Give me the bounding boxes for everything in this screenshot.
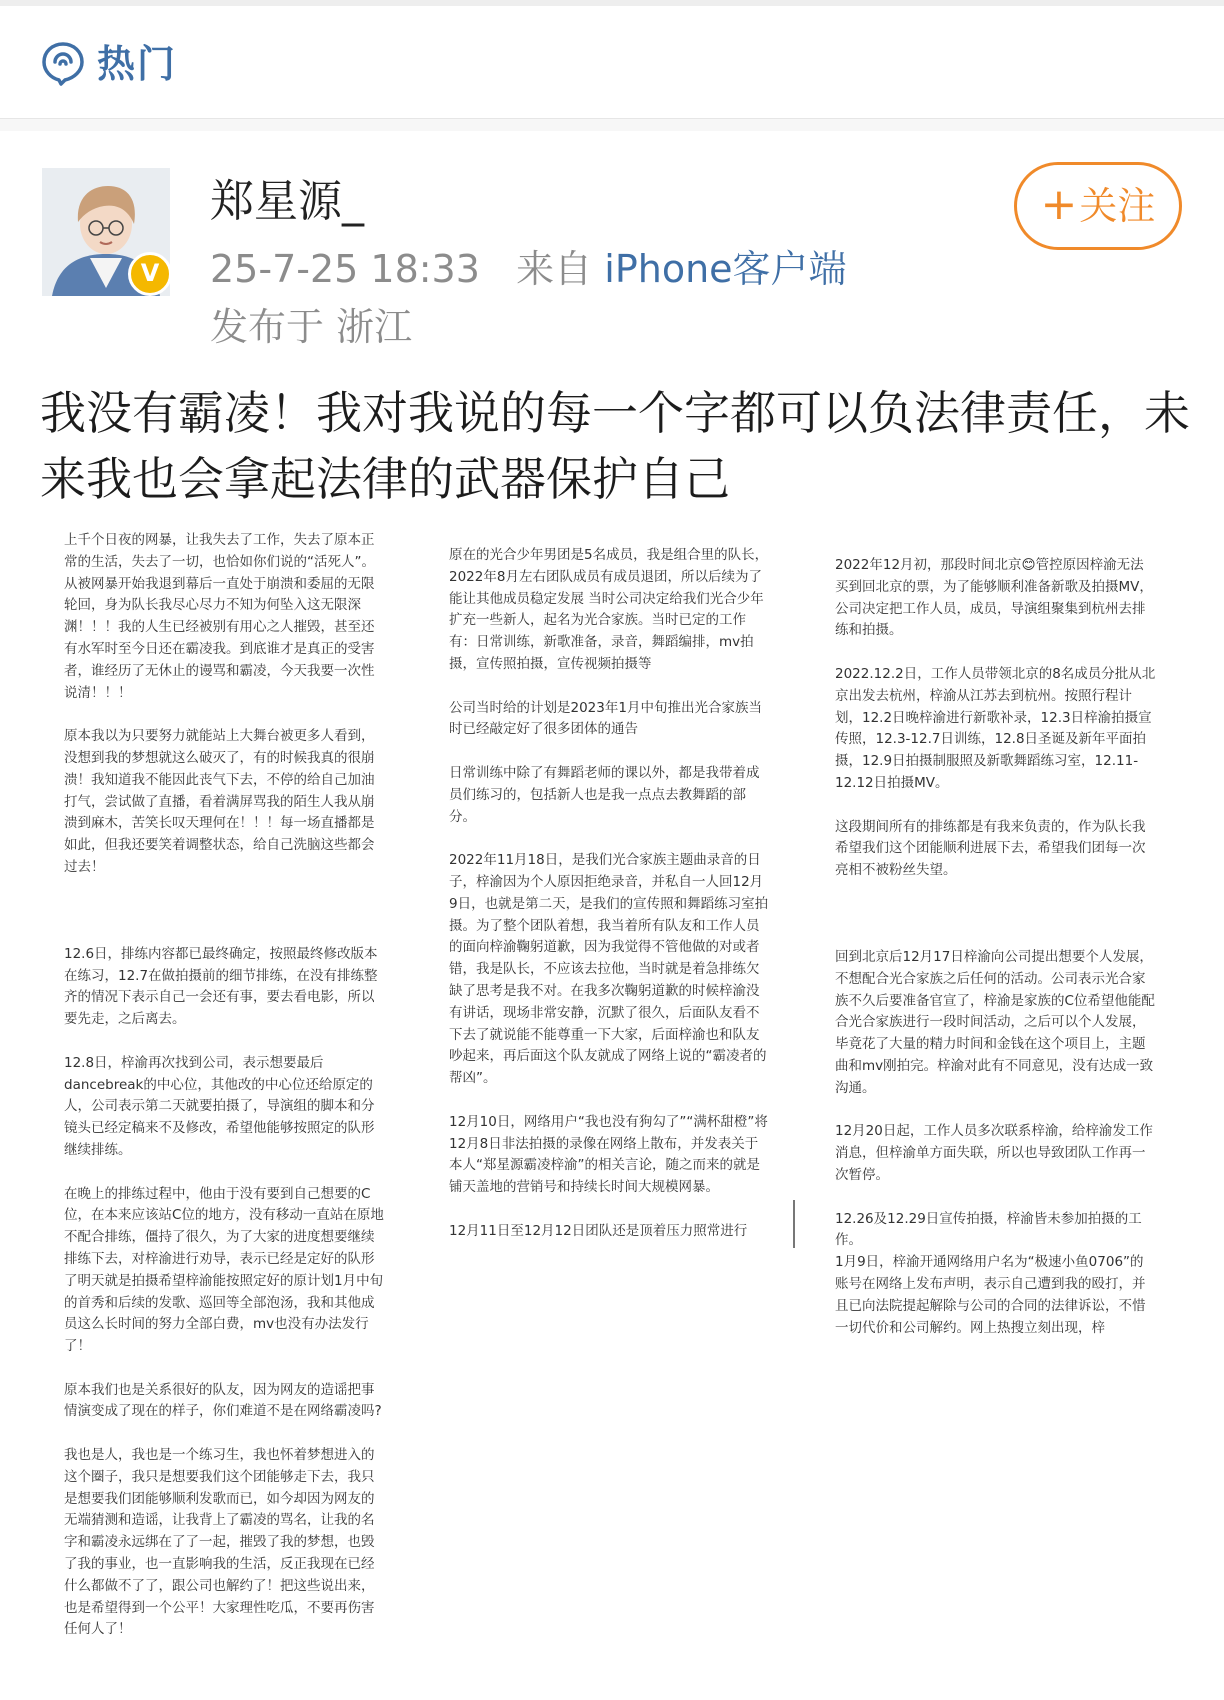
follow-button[interactable] xyxy=(1014,162,1182,250)
source-prefix: 来自 xyxy=(516,247,593,291)
paragraph: 1月9日，梓渝开通网络用户名为“极速小鱼0706”的账号在网络上发布声明，表示自己遭到我的殴打，并且已向法院提起解除与公司的合同的法律诉讼，不惜一切代价和公司解约。网上热搜立刻出现，梓 xyxy=(835,1254,1146,1336)
hot-chat-icon[interactable] xyxy=(40,40,86,86)
paragraph: 原在的光合少年男团是5名成员，我是组合里的队长，2022年8月左右团队成员有成员退团，所以后续为了能让其他成员稳定发展 当时公司决定给我们光合少年扩充一些新人，起名为光合家族。当时已定的工作有：日常训练，新歌准备，录音，舞蹈编排，mv拍摄，宣传照拍摄，宣传视频拍摄等 xyxy=(449,547,769,672)
paragraph: 原本我以为只要努力就能站上大舞台被更多人看到，没想到我的梦想就这么破灭了，有的时候我真的很崩溃！我知道我不能因此丧气下去，不停的给自己加油打气，尝试做了直播，看着满屏骂我的陌生人我从崩溃到麻木，苦笑长叹天理何在！！！每一场直播都是如此，但我还要笑着调整状态，给自己洗脑这些都会过去！ xyxy=(64,728,375,875)
plus-icon: + xyxy=(1040,179,1078,230)
paragraph: 上千个日夜的网暴，让我失去了工作，失去了原本正常的生活，失去了一切，也恰如你们说的“活死人”。从被网暴开始我退到幕后一直处于崩溃和委屈的无限轮回，身为队长我尽心尽力不知为何坠入这无限深渊！！！我的人生已经被别有用心之人摧毁，甚至还有水军时至今日还在霸凌我。到底谁才是真正的受害者，谁经历了无休止的谩骂和霸凌，今天我要一次性说清！！！ xyxy=(64,532,375,701)
paragraph: 2022年11月18日，是我们光合家族主题曲录音的日子，梓渝因为个人原因拒绝录音，并私自一人回12月9日，也就是第二天，是我们的宣传照和舞蹈练习室拍摄。为了整个团队着想，我当着所有队友和工作人员的面向梓渝鞠躬道歉，因为我觉得不管他做的对或者错，我是队长，不应该去拉他，当时就是着急排练欠缺了思考是我不对。在我多次鞠躬道歉的时候梓渝没有讲话，现场非常安静，沉默了很久，后面队友看不下去了就说能不能尊重一下大家，后面梓渝也和队友吵起来，再后面这个队友就成了网络上说的“霸凌者的帮凶”。 xyxy=(449,852,769,1087)
paragraph: 2022.12.2日，工作人员带领北京的8名成员分批从北京出发去杭州，梓渝从江苏去到杭州。按照行程计划，12.2日晚梓渝进行新歌补录，12.3日梓渝拍摄宣传照，12.3-12.7日训练，12.8日圣诞及新年平面拍摄，12.9日拍摄制服照及新歌舞蹈练习室，12.11-12.12日拍摄MV。 xyxy=(835,665,1156,791)
statement-column-3 xyxy=(835,555,1157,1336)
post-title: 我没有霸凌！我对我说的每一个字都可以负法律责任，未来我也会拿起法律的武器保护自己 xyxy=(40,386,1190,506)
verified-badge-icon: V xyxy=(128,252,172,296)
paragraph: 日常训练中除了有舞蹈老师的课以外，都是我带着成员们练习的，包括新人也是我一点点去教舞蹈的部分。 xyxy=(449,764,760,825)
author-name[interactable]: 郑星源_ xyxy=(210,176,364,227)
paragraph: 公司当时给的计划是2023年1月中旬推出光合家族当时已经敲定好了很多团体的通告 xyxy=(449,699,762,738)
statement-column-2 xyxy=(449,545,771,1275)
post-source-link[interactable]: iPhone客户端 xyxy=(604,247,847,291)
paragraph: 原本我们也是关系很好的队友，因为网友的造谣把事情演变成了现在的样子，你们难道不是在网络霸凌吗? xyxy=(64,1381,382,1420)
paragraph: 回到北京后12月17日梓渝向公司提出想要个人发展，不想配合光合家族之后任何的活动。公司表示光合家族不久后要准备官宣了，梓渝是家族的C位希望他能配合光合家族进行一段时间活动，之后可以个人发展，毕竟花了大量的精力时间和金钱在这个项目上，主题曲和mv刚拍完。梓渝对此有不同意见，没有达成一致沟通。 xyxy=(835,948,1155,1096)
follow-label: 关注 xyxy=(1079,184,1156,228)
statement-column-1 xyxy=(64,530,386,1665)
post-meta xyxy=(210,246,847,292)
column-divider xyxy=(793,1200,795,1248)
paragraph: 这段期间所有的排练都是有我来负责的，作为队长我希望我们这个团能顺利进展下去，希望我们团每一次亮相不被粉丝失望。 xyxy=(835,818,1146,879)
paragraph: 12.6日，排练内容都已最终确定，按照最终修改版本在练习，12.7在做拍摄前的细节排练，在没有排练整齐的情况下表示自己一会还有事，要去看电影，所以要先走，之后离去。 xyxy=(64,945,378,1028)
paragraph: 12.8日，梓渝再次找到公司，表示想要最后dancebreak的中心位，其他改的中心位还给原定的人，公司表示第二天就要拍摄了，导演组的脚本和分镜头已经定稿来不及修改，希望他能够按照定的队形继续排练。 xyxy=(64,1054,375,1158)
paragraph: 12月10日，网络用户“我也没有狗勾了”“满杯甜橙”将12月8日非法拍摄的录像在网络上散布，并发表关于本人“郑星源霸凌梓渝”的相关言论，随之而来的就是铺天盖地的营销号和持续长时间大规模网暴。 xyxy=(449,1113,768,1196)
paragraph: 我也是人，我也是一个练习生，我也怀着梦想进入的这个圈子，我只是想要我们这个团能够走下去，我只是想要我们团能够顺利发歌而已，如今却因为网友的无端猜测和造谣，让我背上了霸凌的骂名，让我的名字和霸凌永远绑在了了一起，摧毁了我的梦想，也毁了我的事业，也一直影响我的生活，反正我现在已经什么都做不了了，跟公司也解约了！把这些说出来，也是希望得到一个公平！大家理性吃瓜，不要再伤害任何人了！ xyxy=(64,1447,375,1638)
post-time: 25-7-25 18:33 xyxy=(210,247,480,291)
header-title[interactable]: 热门 xyxy=(97,42,178,86)
top-navigation-bar xyxy=(0,6,1224,119)
paragraph: 12.26及12.29日宣传拍摄，梓渝皆未参加拍摄的工作。 xyxy=(835,1210,1142,1249)
paragraph: 2022年12月初，那段时间北京😊管控原因梓渝无法买到回北京的票，为了能够顺利准备新歌及拍摄MV，公司决定把工作人员，成员，导演组聚集到杭州去排练和拍摄。 xyxy=(835,557,1153,639)
paragraph: 在晚上的排练过程中，他由于没有要到自己想要的C位，在本来应该站C位的地方，没有移动一直站在原地不配合排练，僵持了很久，为了大家的进度想要继续排练下去，对梓渝进行劝导，表示已经是定好的队形了明天就是拍摄希望梓渝能按照定好的原计划1月中旬的首秀和后续的发歌、巡回等全部泡汤，我和其他成员这么长时间的努力全部白费，mv也没有办法发行了！ xyxy=(64,1185,384,1355)
post-location: 发布于 浙江 xyxy=(210,305,413,349)
paragraph: 12月11日至12月12日团队还是顶着压力照常进行 xyxy=(449,1222,748,1239)
paragraph: 12月20日起，工作人员多次联系梓渝，给梓渝发工作消息，但梓渝单方面失联，所以也导致团队工作再一次暂停。 xyxy=(835,1123,1153,1183)
section-divider xyxy=(0,119,1224,131)
